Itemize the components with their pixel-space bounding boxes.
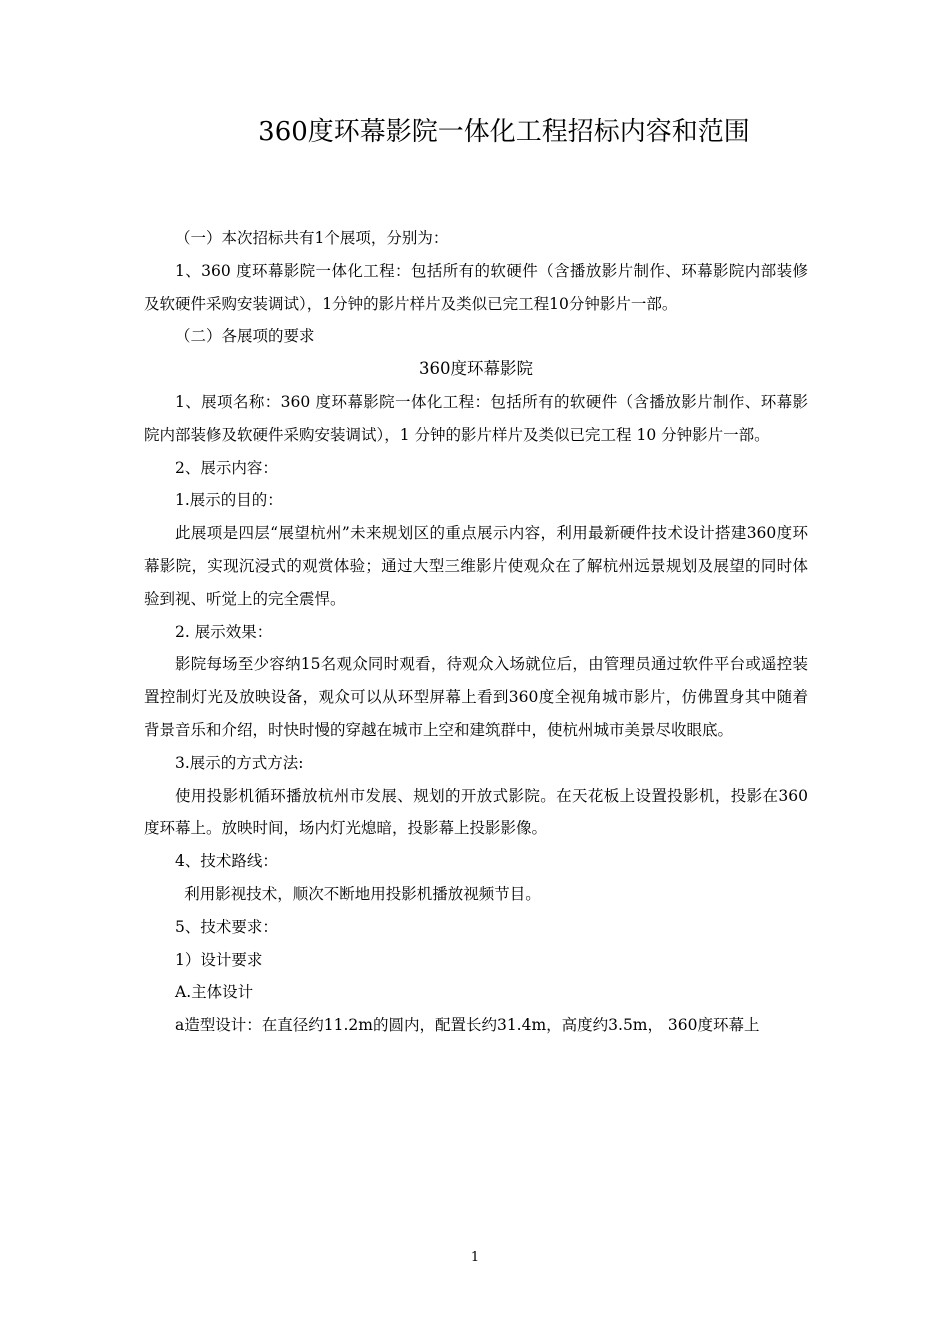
paragraph-section-1-heading: （一）本次招标共有1个展项，分别为： (175, 229, 449, 247)
subheading-cinema: 360度环幕影院 (419, 359, 533, 379)
paragraph-purpose-heading: 1.展示的目的： (175, 491, 283, 510)
paragraph-tech-route-heading: 4、技术路线： (175, 852, 278, 871)
document-title: 360度环幕影院一体化工程招标内容和范围 (258, 117, 750, 147)
paragraph-method-heading: 3.展示的方式方法: (175, 753, 304, 772)
paragraph-tech-req-heading: 5、技术要求： (175, 917, 278, 936)
paragraph-tech-route: 利用影视技术，顺次不断地用投影机播放视频节目。 (184, 884, 541, 903)
paragraph-design-req: 1）设计要求 (175, 950, 263, 969)
paragraph-shape-design: a造型设计：在直径约11.2m的圆内，配置长约31.4m，高度约3.5m， 360度环幕上 (175, 1016, 760, 1035)
paragraph-section-2-heading: （二）各展项的要求 (175, 327, 315, 346)
document-body (144, 222, 808, 1042)
paragraph-exhibit-name: 1、展项名称：360 度环幕影院一体化工程：包括所有的软硬件（含播放影片制作、环幕影院内部装修及软硬件采购安装调试），1 分钟的影片样片及类似已完工程 10 分钟影片一部。 (144, 392, 808, 444)
page-number: 1 (470, 1250, 480, 1265)
paragraph-effect: 影院每场至少容纳15名观众同时观看，待观众入场就位后，由管理员通过软件平台或遥控装置控制灯光及放映设备，观众可以从环型屏幕上看到360度全视角城市影片，仿佛置身其中随着背景音乐和介绍，时快时慢的穿越在城市上空和建筑群中，使杭州城市美景尽收眼底。 (144, 655, 808, 739)
paragraph-effect-heading: 2. 展示效果： (175, 622, 273, 641)
paragraph-item-1: 1、360 度环幕影院一体化工程：包括所有的软硬件（含播放影片制作、环幕影院内部装修及软硬件采购安装调试），1分钟的影片样片及类似已完工程10分钟影片一部。 (144, 261, 808, 313)
paragraph-method: 使用投影机循环播放杭州市发展、规划的开放式影院。在天花板上设置投影机，投影在360度环幕上。放映时间，场内灯光熄暗，投影幕上投影影像。 (144, 786, 808, 838)
paragraph-main-design: A.主体设计 (175, 983, 254, 1002)
paragraph-exhibit-content: 2、展示内容： (175, 458, 278, 477)
paragraph-purpose: 此展项是四层“展望杭州”未来规划区的重点展示内容，利用最新硬件技术设计搭建360度环幕影院，实现沉浸式的观赏体验；通过大型三维影片使观众在了解杭州远景规划及展望的同时体验到视、听觉上的完全震悍。 (144, 524, 808, 608)
